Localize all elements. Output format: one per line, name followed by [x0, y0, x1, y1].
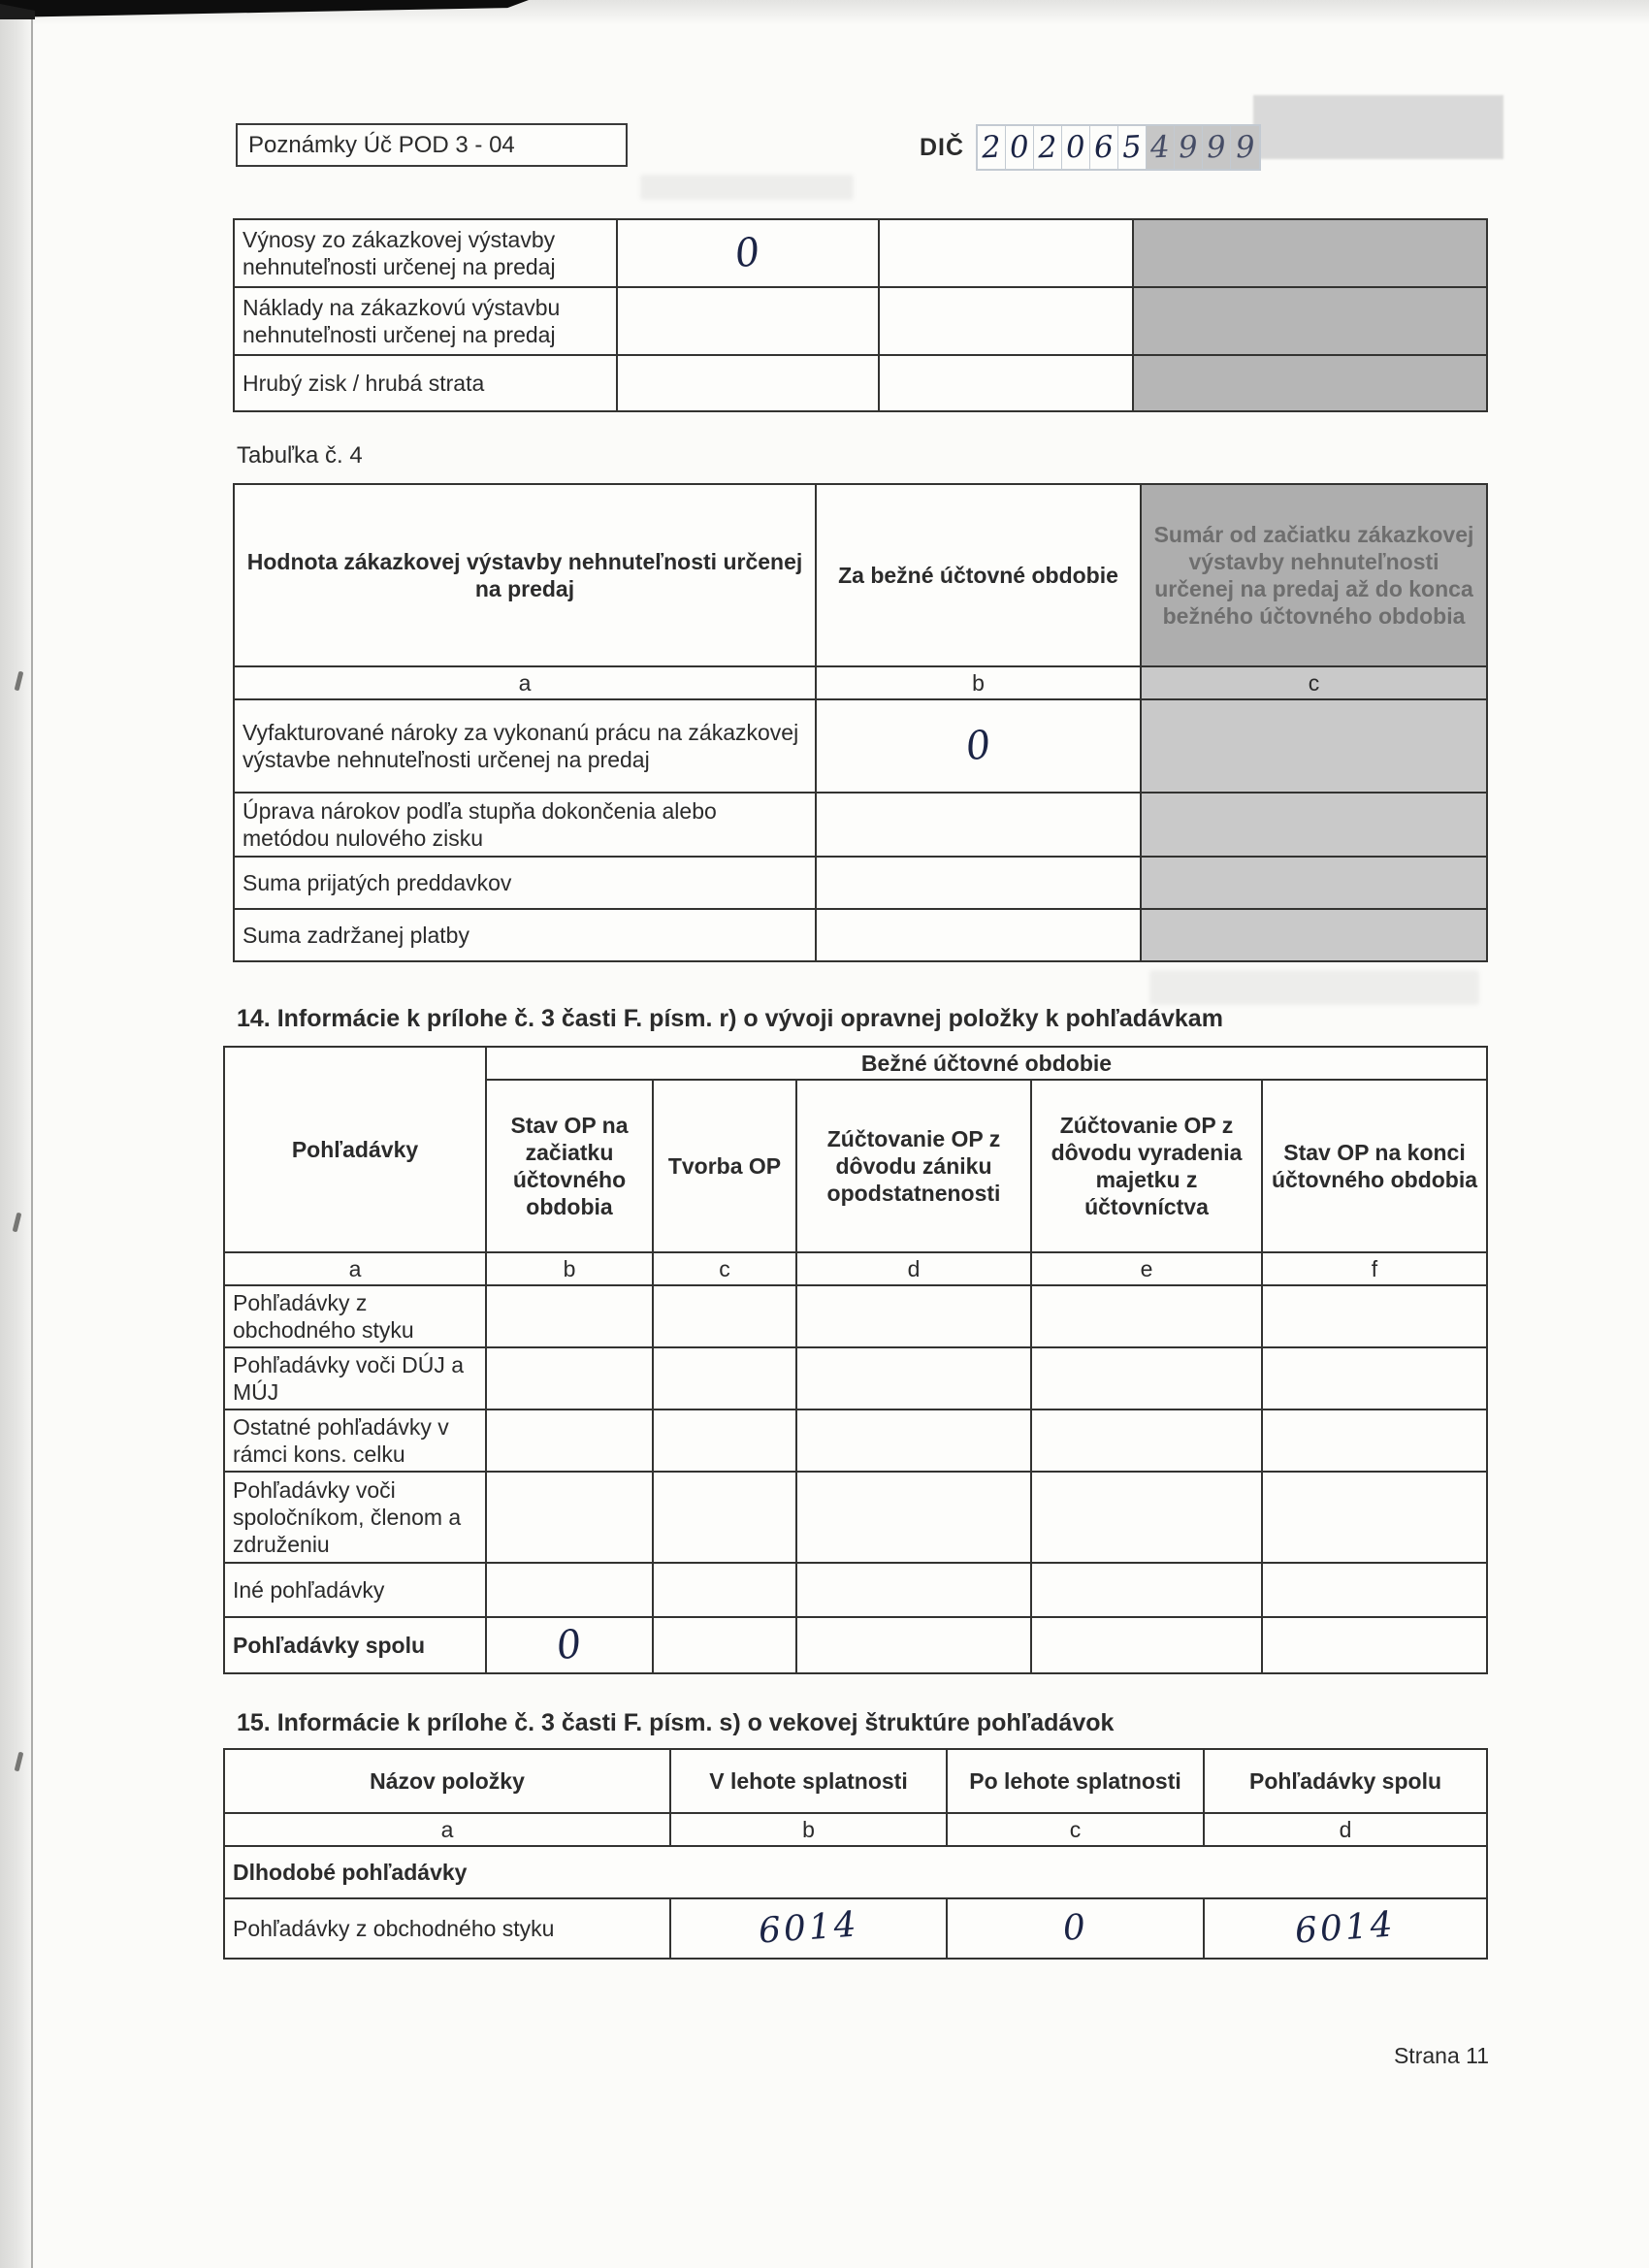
value-cell-shaded [1141, 699, 1487, 793]
value-cell [1262, 1563, 1487, 1617]
value-cell [1262, 1347, 1487, 1409]
column-header: Názov položky [224, 1749, 670, 1813]
row-label: Pohľadávky z obchodného styku [224, 1285, 486, 1347]
row-label: Pohľadávky voči DÚJ a MÚJ [224, 1347, 486, 1409]
value-cell-shaded [1133, 219, 1487, 287]
column-header: Tvorba OP [653, 1080, 796, 1252]
value-cell [653, 1409, 796, 1472]
row-label: Hrubý zisk / hrubá strata [234, 355, 617, 411]
dic-digit-cell [1034, 126, 1062, 169]
page-number: Strana 11 [1393, 2043, 1489, 2068]
value-cell [796, 1472, 1031, 1563]
value-cell-shaded [1141, 793, 1487, 857]
row-label: Pohľadávky voči spoločníkom, členom a združeniu [224, 1472, 486, 1563]
construction-results-table [233, 218, 1488, 412]
column-letter: c [653, 1252, 796, 1285]
span-header: Bežné účtovné obdobie [486, 1047, 1487, 1080]
row-label: Suma zadržanej platby [234, 909, 816, 961]
dic-digit-cell [1006, 126, 1034, 169]
value-cell [796, 1409, 1031, 1472]
value-cell [1262, 1285, 1487, 1347]
scan-left-edge [0, 0, 33, 2268]
value-cell [653, 1563, 796, 1617]
column-letter: d [796, 1252, 1031, 1285]
value-cell [653, 1347, 796, 1409]
value-cell [653, 1617, 796, 1673]
dic-digit-cell [1062, 126, 1090, 169]
value-cell [1031, 1472, 1262, 1563]
table-caption: Tabuľka č. 4 [237, 442, 363, 469]
handwritten-digit: 6 [1093, 129, 1115, 166]
handwritten-value: 0 [962, 722, 994, 770]
dic-digit-cell [1090, 126, 1118, 169]
value-cell [1031, 1563, 1262, 1617]
column-header: Pohľadávky spolu [1204, 1749, 1487, 1813]
value-cell [796, 1617, 1031, 1673]
value-cell-shaded [1141, 909, 1487, 961]
column-header: Za bežné účtovné obdobie [816, 484, 1141, 666]
value-cell [879, 219, 1133, 287]
handwritten-value: 6014 [1293, 1904, 1398, 1952]
column-header: Zúčtovanie OP z dôvodu vyradenia majetku z účtovníctva [1031, 1080, 1262, 1252]
column-letter: e [1031, 1252, 1262, 1285]
value-cell [1262, 1409, 1487, 1472]
receivables-aging-table [223, 1748, 1488, 1960]
dic-digit-cell [1175, 126, 1203, 169]
value-cell [617, 355, 879, 411]
value-cell-shaded [1133, 355, 1487, 411]
value-cell [486, 1563, 653, 1617]
value-cell [816, 857, 1141, 909]
handwritten-digit: 9 [1234, 129, 1256, 166]
handwritten-digit: 0 [1065, 129, 1086, 166]
handwritten-digit: 9 [1178, 129, 1199, 166]
marker-smear [1253, 95, 1504, 159]
column-letter: b [670, 1813, 947, 1846]
value-cell [796, 1347, 1031, 1409]
value-cell [796, 1285, 1031, 1347]
column-letter: f [1262, 1252, 1487, 1285]
row-label: Suma prijatých preddavkov [234, 857, 816, 909]
column-header-shaded: Sumár od začiatku zákazkovej výstavby nehnuteľnosti určenej na predaj až do konca bežného účtovného obdobia [1141, 484, 1487, 666]
value-cell [653, 1285, 796, 1347]
column-letter: d [1204, 1813, 1487, 1846]
value-cell [879, 355, 1133, 411]
row-label: Úprava nárokov podľa stupňa dokončenia alebo metódou nulového zisku [234, 793, 816, 857]
dic-digit-cell [1118, 126, 1147, 169]
section-15-heading: 15. Informácie k prílohe č. 3 časti F. písm. s) o vekovej štruktúre pohľadávok [237, 1709, 1115, 1736]
contract-construction-table [233, 483, 1488, 962]
value-cell [617, 287, 879, 355]
handwritten-value: 0 [1061, 1907, 1089, 1949]
value-cell [796, 1563, 1031, 1617]
value-cell [879, 287, 1133, 355]
section-row-label: Dlhodobé pohľadávky [224, 1846, 1487, 1898]
value-cell [617, 219, 879, 287]
dic-field [920, 124, 1261, 171]
form-label-box [236, 123, 628, 167]
column-header: Hodnota zákazkovej výstavby nehnuteľnosti určenej na predaj [234, 484, 816, 666]
value-cell [486, 1472, 653, 1563]
handwritten-value: 6014 [757, 1904, 860, 1952]
value-cell [486, 1617, 653, 1673]
value-cell [816, 699, 1141, 793]
receivables-provision-table [223, 1046, 1488, 1674]
bleedthrough-mark [1149, 970, 1479, 1005]
handwritten-value: 0 [732, 229, 763, 277]
bleedthrough-mark [640, 175, 854, 200]
handwritten-digit: 0 [1009, 129, 1030, 166]
row-label: Ostatné pohľadávky v rámci kons. celku [224, 1409, 486, 1472]
dic-digit-boxes [976, 124, 1261, 171]
column-letter: b [816, 666, 1141, 699]
column-header: V lehote splatnosti [670, 1749, 947, 1813]
value-cell [1031, 1617, 1262, 1673]
value-cell [816, 793, 1141, 857]
column-header: Stav OP na začiatku účtovného obdobia [486, 1080, 653, 1252]
value-cell-shaded [1133, 287, 1487, 355]
value-cell [653, 1472, 796, 1563]
row-label: Iné pohľadávky [224, 1563, 486, 1617]
handwritten-digit: 2 [981, 129, 1002, 166]
column-header: Stav OP na konci účtovného obdobia [1262, 1080, 1487, 1252]
value-cell [1262, 1472, 1487, 1563]
dic-digit-cell [1231, 126, 1259, 169]
value-cell [486, 1285, 653, 1347]
column-letter: c [947, 1813, 1204, 1846]
handwritten-digit: 4 [1149, 129, 1171, 166]
value-cell [670, 1898, 947, 1959]
value-cell [1204, 1898, 1487, 1959]
handwritten-digit: 2 [1037, 129, 1058, 166]
value-cell [1262, 1617, 1487, 1673]
value-cell [486, 1347, 653, 1409]
value-cell [947, 1898, 1204, 1959]
row-label: Pohľadávky z obchodného styku [224, 1898, 670, 1959]
column-letter: c [1141, 666, 1487, 699]
column-header: Po lehote splatnosti [947, 1749, 1204, 1813]
handwritten-digit: 5 [1121, 129, 1143, 166]
dic-digit-cell [1147, 126, 1175, 169]
value-cell [1031, 1347, 1262, 1409]
value-cell [1031, 1409, 1262, 1472]
section-14-heading: 14. Informácie k prílohe č. 3 časti F. písm. r) o vývoji opravnej položky k pohľadávkam [237, 1005, 1223, 1032]
handwritten-value: 0 [554, 1621, 585, 1669]
row-label-total: Pohľadávky spolu [224, 1617, 486, 1673]
value-cell-shaded [1141, 857, 1487, 909]
column-header: Zúčtovanie OP z dôvodu zániku opodstatnenosti [796, 1080, 1031, 1252]
column-letter: b [486, 1252, 653, 1285]
row-label: Náklady na zákazkovú výstavbu nehnuteľnosti určenej na predaj [234, 287, 617, 355]
handwritten-digit: 9 [1206, 129, 1227, 166]
column-letter: a [224, 1252, 486, 1285]
row-label: Vyfakturované nároky za vykonanú prácu na zákazkovej výstavbe nehnuteľnosti určenej na predaj [234, 699, 816, 793]
column-header: Pohľadávky [224, 1047, 486, 1252]
value-cell [1031, 1285, 1262, 1347]
dic-digit-cell [1203, 126, 1231, 169]
column-letter: a [234, 666, 816, 699]
dic-digit-cell [978, 126, 1006, 169]
value-cell [486, 1409, 653, 1472]
row-label: Výnosy zo zákazkovej výstavby nehnuteľnosti určenej na predaj [234, 219, 617, 287]
form-label: Poznámky Úč POD 3 - 04 [248, 131, 515, 158]
value-cell [816, 909, 1141, 961]
dic-label: DIČ [920, 133, 965, 161]
column-letter: a [224, 1813, 670, 1846]
